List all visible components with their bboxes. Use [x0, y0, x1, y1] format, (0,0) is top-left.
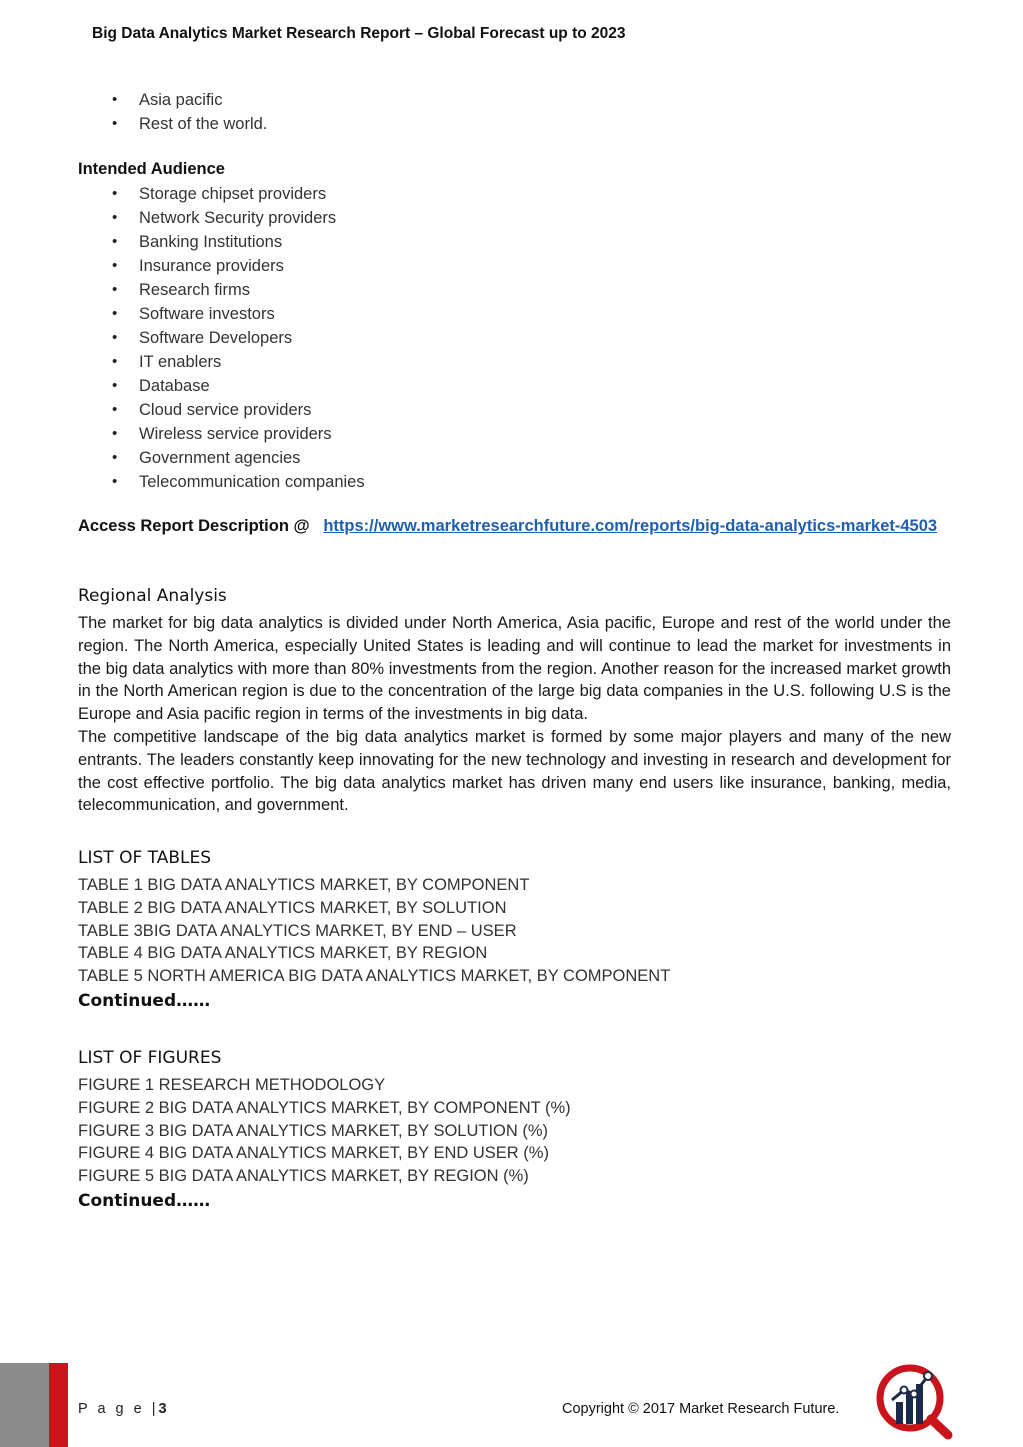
tables-continued: Continued…… — [78, 991, 211, 1011]
intended-audience-heading: Intended Audience — [78, 160, 225, 178]
table-entry: TABLE 2 BIG DATA ANALYTICS MARKET, BY SOLUTION — [78, 898, 507, 917]
access-report-label: Access Report Description @ — [78, 517, 310, 535]
figure-entry: FIGURE 1 RESEARCH METHODOLOGY — [78, 1076, 386, 1094]
access-report-line — [78, 515, 951, 538]
page-number — [78, 1401, 167, 1417]
list-item: • Wireless service providers — [112, 422, 365, 446]
list-of-figures-heading: LIST OF FIGURES — [78, 1048, 222, 1068]
figure-entry: FIGURE 5 BIG DATA ANALYTICS MARKET, BY REGION (%) — [78, 1167, 529, 1186]
table-entry: TABLE 4 BIG DATA ANALYTICS MARKET, BY REGION — [78, 944, 488, 963]
regional-analysis-heading: Regional Analysis — [78, 586, 227, 606]
footer-gray-bar — [0, 1363, 49, 1447]
figure-entry: FIGURE 3 BIG DATA ANALYTICS MARKET, BY SOLUTION (%) — [78, 1121, 549, 1140]
footer-red-bar — [49, 1363, 68, 1447]
regions-list — [112, 88, 267, 136]
document-header-title: Big Data Analytics Market Research Report – Global Forecast up to 2023 — [92, 25, 626, 42]
list-item: • Network Security providers — [112, 206, 365, 230]
list-item: • Insurance providers — [112, 254, 365, 278]
table-entry: TABLE 5 NORTH AMERICA BIG DATA ANALYTICS MARKET, BY COMPONENT — [78, 967, 671, 986]
list-item: • Asia pacific — [112, 88, 267, 112]
copyright-text: Copyright © 2017 Market Research Future. — [562, 1401, 840, 1417]
page-label: P a g e — [78, 1401, 145, 1417]
page-number-value: 3 — [158, 1401, 167, 1417]
list-item: • Banking Institutions — [112, 230, 365, 254]
figures-continued: Continued…… — [78, 1191, 211, 1211]
list-of-tables-heading: LIST OF TABLES — [78, 848, 211, 868]
figure-entry: FIGURE 2 BIG DATA ANALYTICS MARKET, BY COMPONENT (%) — [78, 1098, 571, 1117]
table-entry: TABLE 1 BIG DATA ANALYTICS MARKET, BY COMPONENT — [78, 876, 530, 894]
list-item: • Database — [112, 374, 365, 398]
list-item: • Cloud service providers — [112, 398, 365, 422]
list-item: • Rest of the world. — [112, 112, 267, 136]
list-item: • Software Developers — [112, 326, 365, 350]
figure-entry: FIGURE 4 BIG DATA ANALYTICS MARKET, BY END USER (%) — [78, 1144, 549, 1163]
paragraph: The market for big data analytics is divided under North America, Asia pacific, Europe and rest of the world under the region. The North America, especially United States is leading and will continue to lead the market for investments in the big data analytics with more than 80% investments from the region. Another reason for the increased market growth in the North American region is due to the concentration of the large big data companies in the U.S. following U.S is the Europe and Asia pacific region in terms of the investments in big data. — [78, 614, 951, 724]
market-research-future-logo-icon — [874, 1360, 954, 1440]
list-of-tables — [78, 874, 670, 988]
list-of-figures — [78, 1074, 571, 1188]
list-item: • Software investors — [112, 302, 365, 326]
paragraph: The competitive landscape of the big data analytics market is formed by some major players and many of the new entrants. The leaders constantly keep innovating for the new technology and investing in research and development for the cost effective portfolio. The big data analytics market has driven many end users like insurance, banking, media, telecommunication, and government. — [78, 727, 951, 815]
intended-audience-list — [112, 182, 365, 494]
page-separator: | — [151, 1401, 159, 1417]
list-item: • Telecommunication companies — [112, 470, 365, 494]
regional-analysis-body — [78, 612, 951, 817]
report-link[interactable]: https://www.marketresearchfuture.com/reports/big-data-analytics-market-4503 — [323, 517, 938, 535]
list-item: • Government agencies — [112, 446, 365, 470]
table-entry: TABLE 3BIG DATA ANALYTICS MARKET, BY END – USER — [78, 921, 517, 940]
list-item: • Storage chipset providers — [112, 182, 365, 206]
list-item: • Research firms — [112, 278, 365, 302]
list-item: • IT enablers — [112, 350, 365, 374]
